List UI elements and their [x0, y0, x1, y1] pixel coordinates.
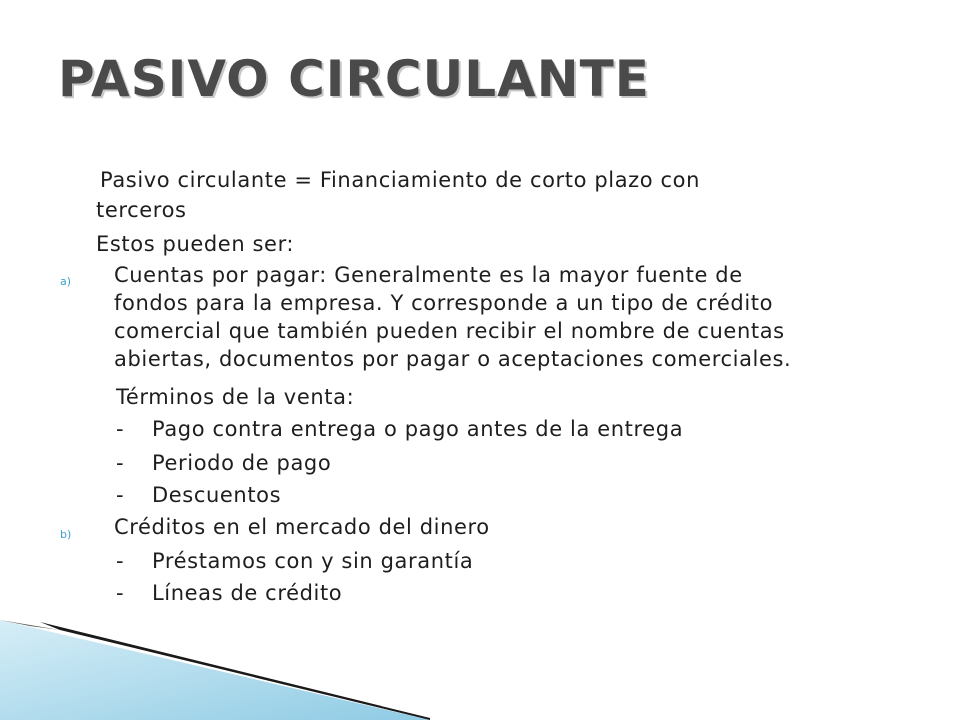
list-marker-b: b): [60, 528, 72, 541]
sub-item: [116, 414, 683, 444]
dash-marker: -: [116, 417, 125, 441]
dash-marker: -: [116, 451, 125, 475]
sub-item-label: Pago contra entrega o pago antes de la entrega: [152, 417, 684, 441]
sub-item: [116, 546, 473, 576]
decorative-wedge: [0, 600, 430, 720]
blue-wedge-shape: [0, 620, 430, 720]
sub-item-label: Líneas de crédito: [152, 581, 343, 605]
slide-title: PASIVO CIRCULANTE: [58, 50, 650, 108]
item-a-line-1: Cuentas por pagar: Generalmente es la mayor fuente de: [114, 263, 743, 287]
intro-text: Estos pueden ser:: [96, 232, 295, 256]
sub-item-label: Préstamos con y sin garantía: [152, 549, 474, 573]
sub-item: [116, 448, 331, 478]
list-marker-a: a): [60, 275, 72, 288]
item-a-line-2: fondos para la empresa. Y corresponde a un tipo de crédito: [114, 291, 774, 315]
dash-marker: -: [116, 483, 125, 507]
item-b-line-1: Créditos en el mercado del dinero: [114, 515, 490, 539]
sub-item-label: Periodo de pago: [152, 451, 332, 475]
dash-marker: -: [116, 581, 125, 605]
item-a-line-4: abiertas, documentos por pagar o aceptaciones comerciales.: [114, 347, 792, 371]
sub-heading: Términos de la venta:: [116, 385, 355, 409]
definition-line: Pasivo circulante = Financiamiento de corto plazo con: [100, 168, 701, 192]
sub-item: [116, 480, 281, 510]
definition-continuation: terceros: [96, 198, 187, 222]
sub-item-label: Descuentos: [152, 483, 282, 507]
dash-marker: -: [116, 549, 125, 573]
item-a-line-3: comercial que también pueden recibir el nombre de cuentas: [114, 319, 785, 343]
